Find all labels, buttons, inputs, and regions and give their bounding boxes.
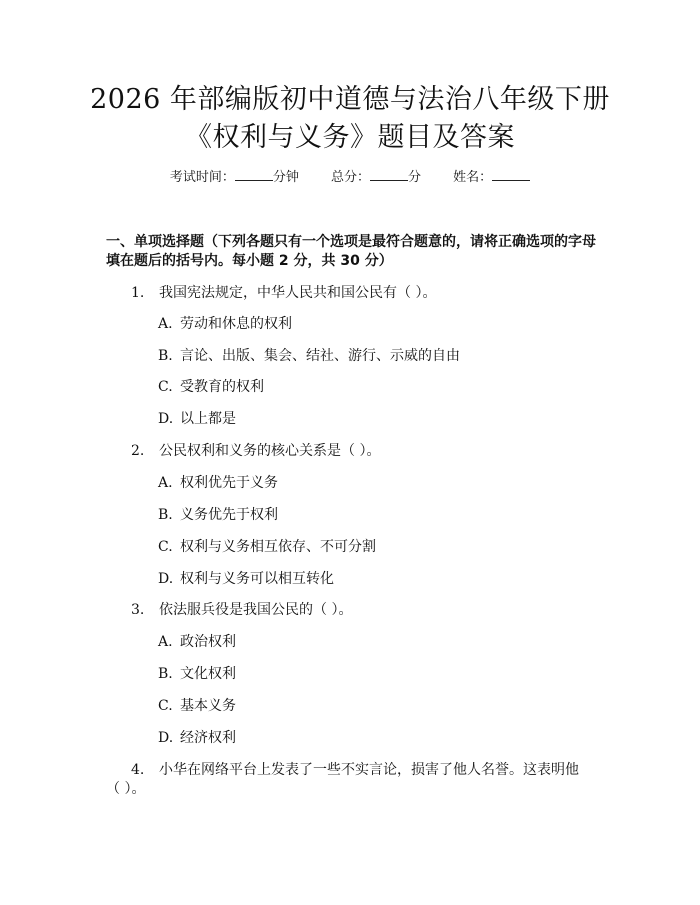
question-3-option-a (158, 632, 236, 652)
exam-time-unit: 分钟 (272, 170, 299, 185)
question-1 (131, 283, 436, 303)
question-text: 小华在网络平台上发表了一些不实言论，损害了他人名誉。这表明他 (159, 762, 579, 778)
option-text: 受教育的权利 (180, 379, 264, 395)
total-score-field (331, 168, 421, 188)
question-2-option-b (158, 505, 278, 525)
option-label: B. (158, 507, 173, 523)
total-score-blank (370, 168, 408, 181)
total-score-unit: 分 (408, 170, 422, 185)
option-text: 权利优先于义务 (180, 475, 278, 491)
exam-time-label: 考试时间： (169, 170, 235, 185)
question-number: 2. (131, 443, 145, 459)
question-4 (131, 760, 579, 780)
question-2-option-c (158, 537, 376, 557)
question-number: 4. (131, 762, 145, 778)
question-2-option-d (158, 569, 334, 589)
option-text: 文化权利 (180, 666, 236, 682)
option-text: 劳动和休息的权利 (180, 316, 292, 332)
question-1-option-c (158, 377, 264, 397)
option-text: 义务优先于权利 (180, 507, 278, 523)
question-text: 我国宪法规定，中华人民共和国公民有（ ）。 (159, 285, 437, 301)
exam-time-field (170, 168, 299, 188)
option-text: 基本义务 (180, 698, 236, 714)
option-label: C. (158, 379, 173, 395)
question-number: 1. (131, 285, 145, 301)
option-label: C. (158, 698, 173, 714)
option-text: 经济权利 (180, 730, 236, 746)
question-1-option-a (158, 314, 292, 334)
option-label: A. (158, 316, 173, 332)
section-heading-line2: 填在题后的括号内。每小题 2 分，共 30 分） (106, 253, 393, 269)
question-text: 公民权利和义务的核心关系是（ ）。 (159, 443, 381, 459)
page-title-line2: 《权利与义务》题目及答案 (185, 122, 515, 153)
name-label: 姓名： (453, 170, 493, 185)
question-3-option-c (158, 696, 236, 716)
question-1-option-b (158, 346, 460, 366)
option-label: B. (158, 348, 173, 364)
question-number: 3. (131, 602, 145, 618)
question-4-continuation: （ ）。 (106, 781, 146, 797)
question-3-option-d (158, 728, 236, 748)
option-text: 权利与义务可以相互转化 (180, 571, 334, 587)
option-label: D. (158, 571, 174, 587)
page-title-line1: 2026 年部编版初中道德与法治八年级下册 (90, 84, 610, 115)
section-heading-line1: 一、单项选择题（下列各题只有一个选项是最符合题意的，请将正确选项的字母 (106, 234, 596, 250)
option-text: 以上都是 (180, 411, 236, 427)
question-2 (131, 441, 380, 461)
option-text: 言论、出版、集会、结社、游行、示威的自由 (180, 348, 460, 364)
option-label: A. (158, 634, 173, 650)
question-2-option-a (158, 473, 278, 493)
option-label: D. (158, 411, 174, 427)
exam-meta (0, 168, 700, 188)
option-label: C. (158, 539, 173, 555)
name-blank (492, 168, 530, 181)
question-3-option-b (158, 664, 236, 684)
question-1-option-d (158, 409, 236, 429)
option-label: A. (158, 475, 173, 491)
option-label: B. (158, 666, 173, 682)
question-text: 依法服兵役是我国公民的（ ）。 (159, 602, 353, 618)
question-3 (131, 600, 352, 620)
option-label: D. (158, 730, 174, 746)
total-score-label: 总分： (330, 170, 370, 185)
exam-time-blank (235, 168, 273, 181)
name-field (453, 168, 530, 188)
option-text: 权利与义务相互依存、不可分割 (180, 539, 376, 555)
option-text: 政治权利 (180, 634, 236, 650)
